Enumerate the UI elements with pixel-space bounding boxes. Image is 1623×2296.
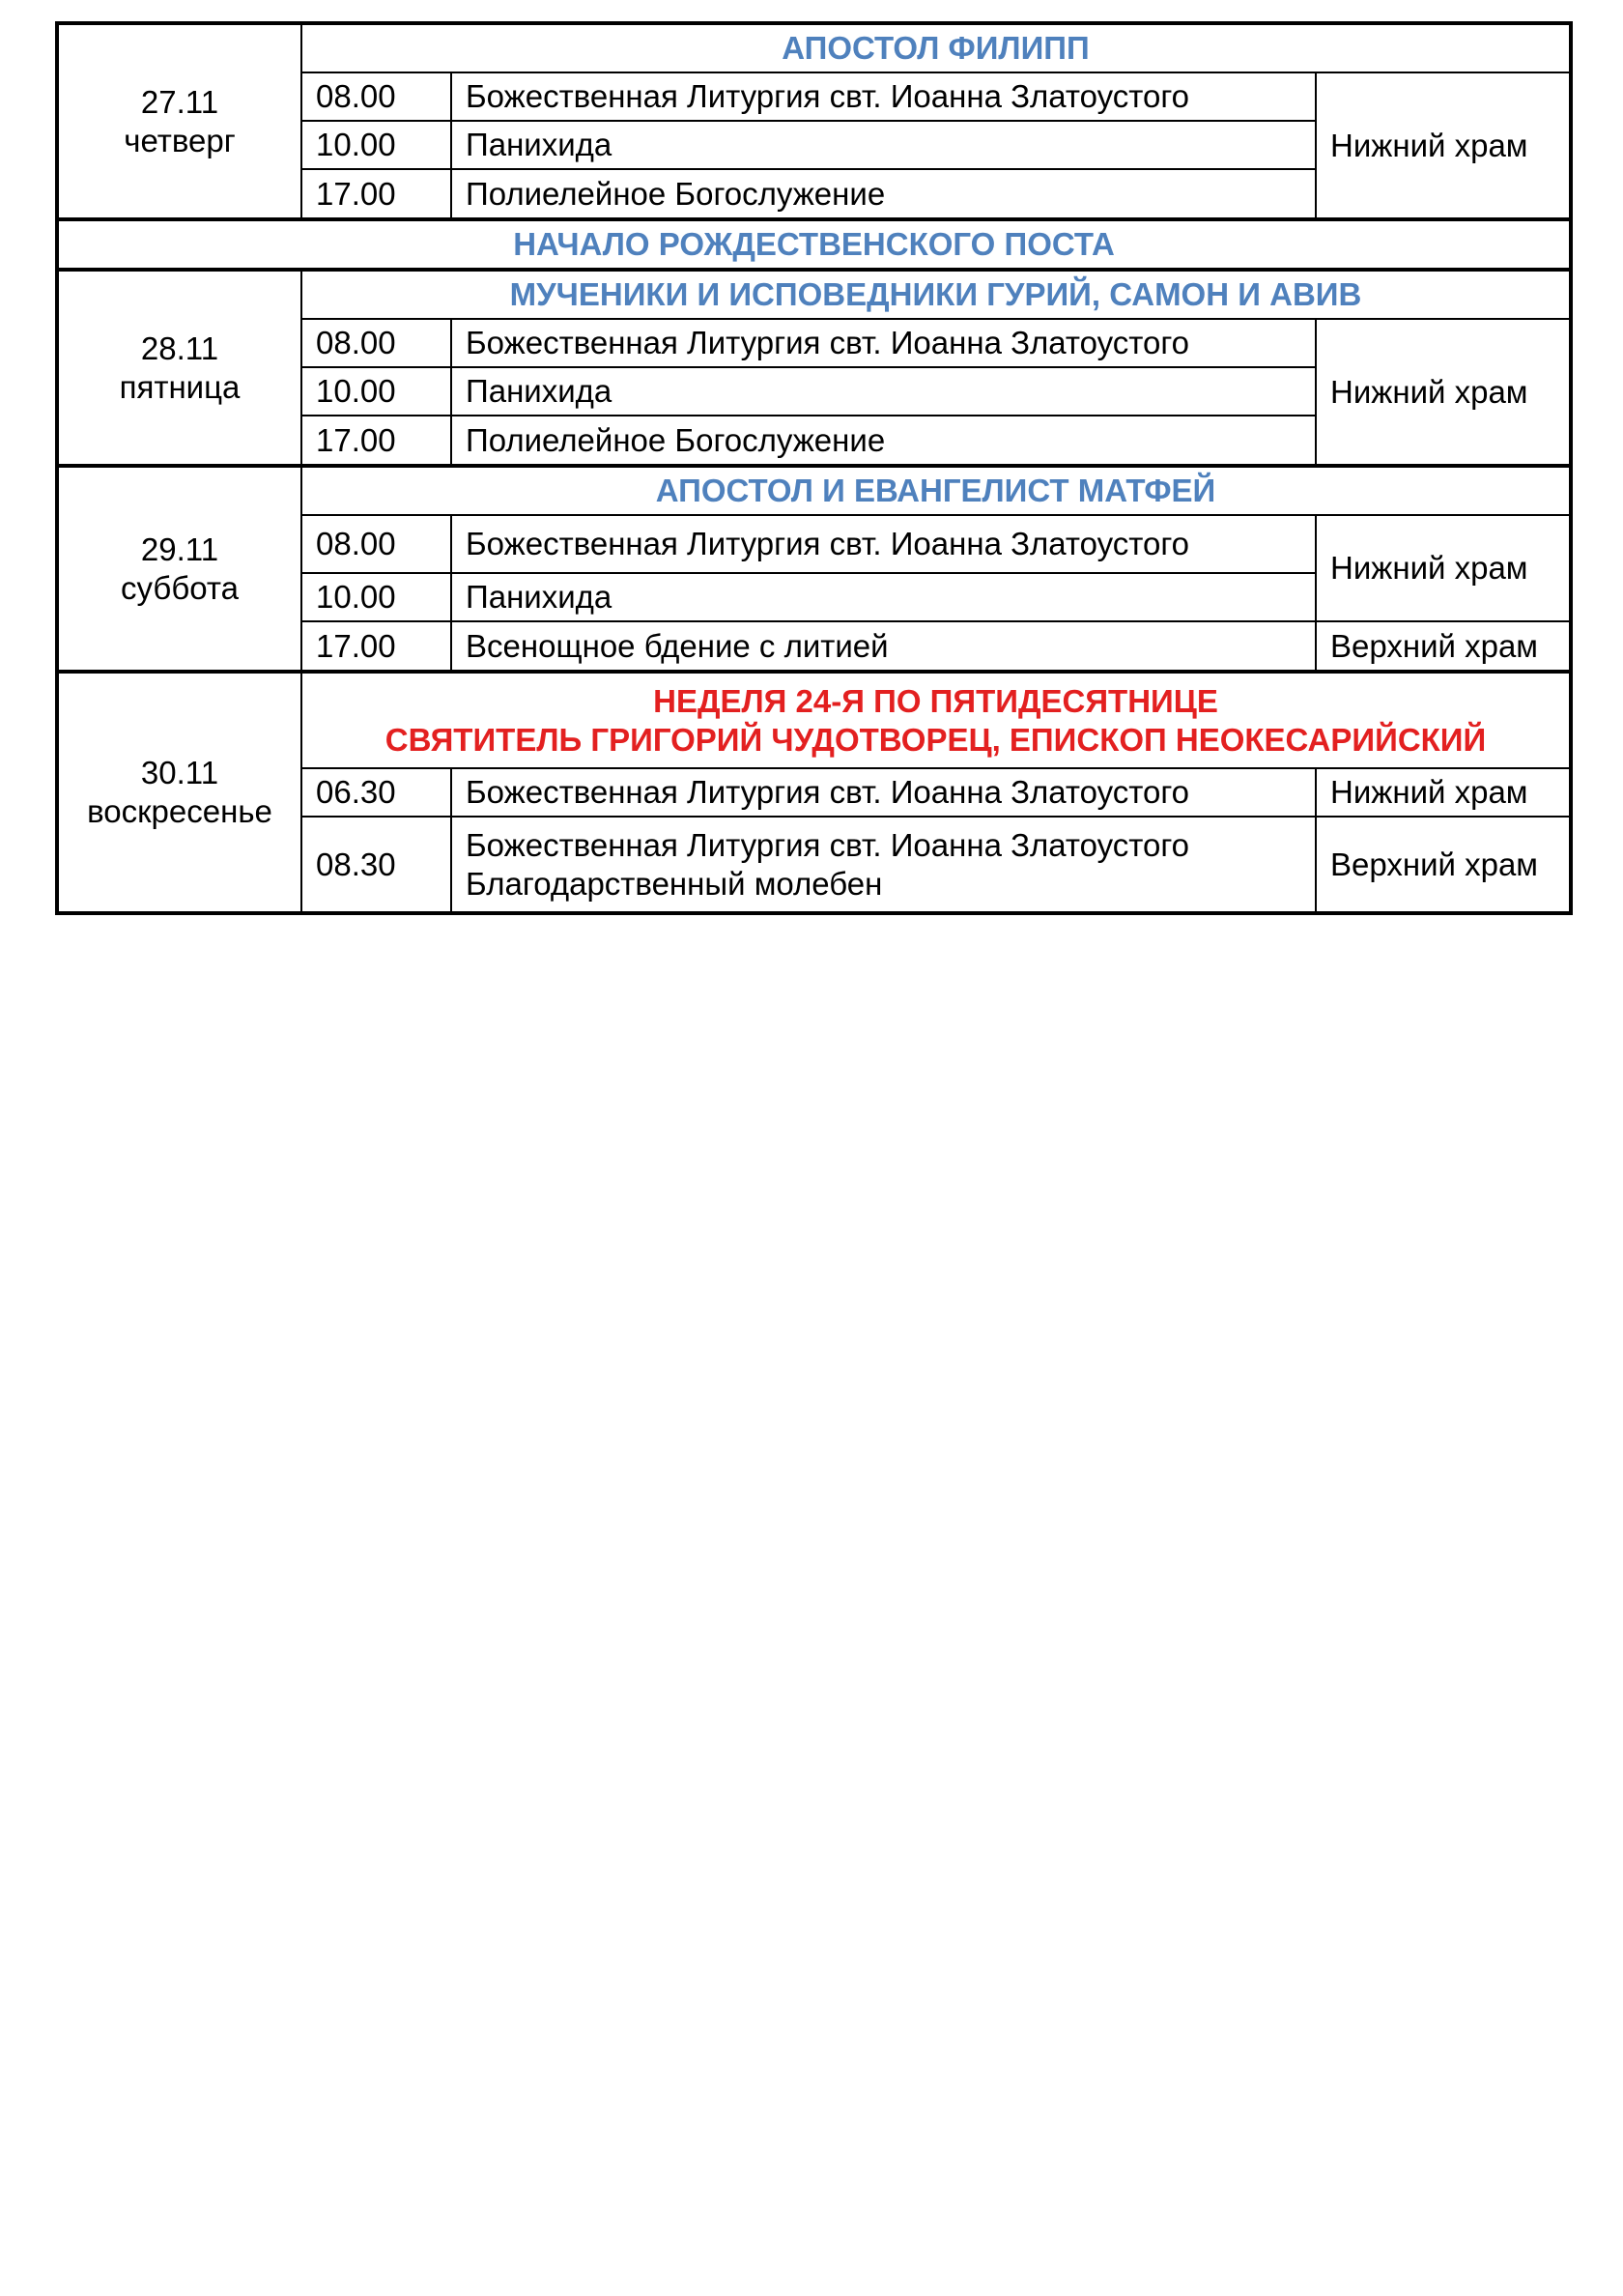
schedule-table xyxy=(55,21,1573,915)
weekday: четверг xyxy=(124,122,236,158)
day-date-cell xyxy=(57,466,301,672)
service-name: Панихида xyxy=(451,121,1316,169)
day-date-cell xyxy=(57,672,301,913)
service-time: 17.00 xyxy=(301,416,451,466)
service-time: 06.30 xyxy=(301,768,451,817)
service-name: Божественная Литургия свт. Иоанна Златоустого xyxy=(451,319,1316,367)
day-28-11 xyxy=(57,270,1571,466)
service-name-cell xyxy=(451,817,1316,913)
service-time: 08.00 xyxy=(301,72,451,121)
service-name: Божественная Литургия свт. Иоанна Златоустого xyxy=(451,515,1316,573)
weekday: суббота xyxy=(121,569,239,606)
notice-title: НАЧАЛО РОЖДЕСТВЕНСКОГО ПОСТА xyxy=(57,219,1571,270)
service-location: Нижний храм xyxy=(1316,319,1571,466)
service-time: 08.00 xyxy=(301,319,451,367)
feast-line-1: НЕДЕЛЯ 24-Я ПО ПЯТИДЕСЯТНИЦЕ xyxy=(653,682,1218,719)
service-time: 17.00 xyxy=(301,169,451,219)
service-location: Нижний храм xyxy=(1316,768,1571,817)
date: 29.11 xyxy=(140,531,219,567)
day-29-11 xyxy=(57,466,1571,672)
feast-title: АПОСТОЛ ФИЛИПП xyxy=(301,23,1571,72)
feast-title xyxy=(301,672,1571,768)
feast-title: АПОСТОЛ И ЕВАНГЕЛИСТ МАТФЕЙ xyxy=(301,466,1571,515)
service-time: 10.00 xyxy=(301,367,451,416)
weekday: воскресенье xyxy=(87,793,272,829)
fast-notice xyxy=(57,219,1571,270)
date: 27.11 xyxy=(140,83,219,120)
service-time: 08.00 xyxy=(301,515,451,573)
service-name: Благодарственный молебен xyxy=(466,865,883,902)
service-location: Верхний храм xyxy=(1316,621,1571,672)
service-name: Божественная Литургия свт. Иоанна Златоустого xyxy=(451,768,1316,817)
service-time: 17.00 xyxy=(301,621,451,672)
service-name: Всенощное бдение с литией xyxy=(451,621,1316,672)
date: 30.11 xyxy=(140,755,219,790)
feast-line-2: СВЯТИТЕЛЬ ГРИГОРИЙ ЧУДОТВОРЕЦ, ЕПИСКОП НЕОКЕСАРИЙСКИЙ xyxy=(384,721,1487,758)
day-27-11 xyxy=(57,23,1571,219)
service-name: Панихида xyxy=(451,367,1316,416)
service-name: Полиелейное Богослужение xyxy=(451,169,1316,219)
day-30-11 xyxy=(57,672,1571,913)
service-location: Верхний храм xyxy=(1316,817,1571,913)
service-name: Божественная Литургия свт. Иоанна Златоустого xyxy=(466,826,1190,863)
service-location: Нижний храм xyxy=(1316,515,1571,621)
feast-title: МУЧЕНИКИ И ИСПОВЕДНИКИ ГУРИЙ, САМОН И АВИВ xyxy=(301,270,1571,319)
service-name: Панихида xyxy=(451,573,1316,621)
service-name: Полиелейное Богослужение xyxy=(451,416,1316,466)
service-time: 10.00 xyxy=(301,573,451,621)
service-time: 10.00 xyxy=(301,121,451,169)
service-name: Божественная Литургия свт. Иоанна Златоустого xyxy=(451,72,1316,121)
day-date-cell xyxy=(57,23,301,219)
date: 28.11 xyxy=(140,330,219,366)
service-time: 08.30 xyxy=(301,817,451,913)
weekday: пятница xyxy=(119,368,241,405)
service-location: Нижний храм xyxy=(1316,72,1571,219)
day-date-cell xyxy=(57,270,301,466)
